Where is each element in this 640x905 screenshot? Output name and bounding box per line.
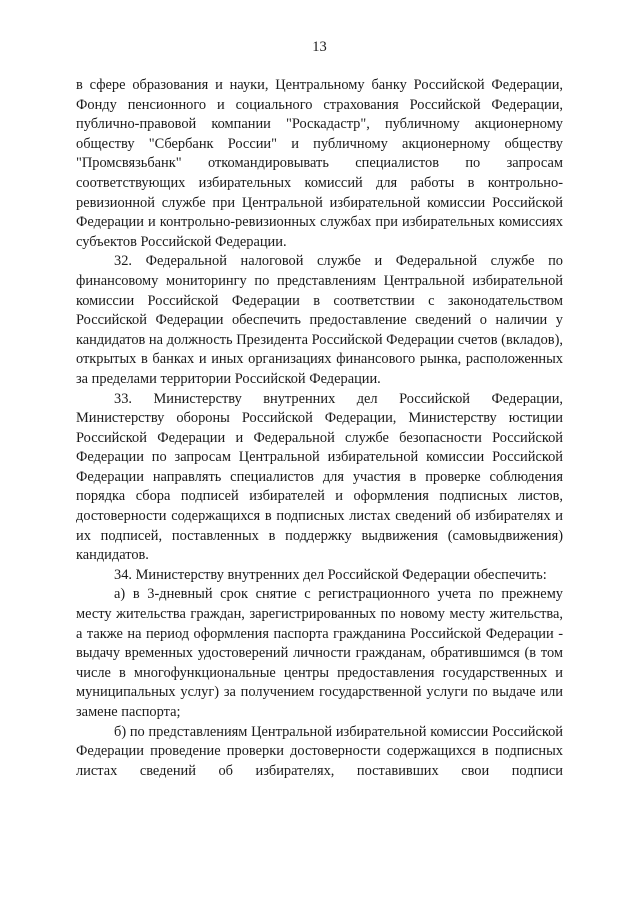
paragraph-item-34-b: б) по представлениям Центральной избирательной комиссии Российской Федерации проведение проверки достоверности содержащихся в подписных листах сведений об избирателях, поставивших свои подписи <box>76 723 563 779</box>
page-number: 13 <box>312 39 327 55</box>
document-body <box>76 76 563 781</box>
paragraph-item-34: 34. Министерству внутренних дел Российской Федерации обеспечить: <box>114 566 547 583</box>
paragraph-item-33: 33. Министерству внутренних дел Российской Федерации, Министерству обороны Российской Федерации, Министерству юстиции Российской Федерации и Федеральной службе безопасности Российской Федерации по запросам Центральной избирательной комиссии Российской Федерации направлять специалистов для участия в проверке соблюдения порядка сбора подписей избирателей и оформления подписных листов, достоверности содержащихся в подписных листах сведений об избирателях и их подписей, поставленных в поддержку выдвижения (самовыдвижения) кандидатов. <box>76 390 563 564</box>
paragraph-item-32: 32. Федеральной налоговой службе и Федеральной службе по финансовому мониторингу по представлениям Центральной избирательной комиссии Российской Федерации в соответствии с законодательством Российской Федерации обеспечить предоставление сведений о наличии у кандидатов на должность Президента Российской Федерации счетов (вкладов), открытых в банках и иных организациях финансового рынка, расположенных за пределами территории Российской Федерации. <box>76 253 563 387</box>
paragraph-continuation: в сфере образования и науки, Центральному банку Российской Федерации, Фонду пенсионного и социального страхования Российской Федерации, публично-правовой компании "Роскадастр", публичному акционерному обществу "Сбербанк России" и публичному акционерному обществу "Промсвязьбанк" откомандировывать специалистов по запросам соответствующих избирательных комиссий для работы в контрольно-ревизионной службе при Центральной избирательной комиссии Российской Федерации и контрольно-ревизионных службах при избирательных комиссиях субъектов Российской Федерации. <box>76 77 563 250</box>
paragraph-item-34-a: а) в 3-дневный срок снятие с регистрационного учета по прежнему месту жительства граждан, зарегистрированных по новому месту жительства, а также на период оформления паспорта гражданина Российской Федерации - выдачу временных удостоверений личности гражданам, обратившимся (в том числе в многофункциональные центры предоставления государственных и муниципальных услуг) за получением государственной услуги по выдаче или замене паспорта; <box>76 586 563 720</box>
